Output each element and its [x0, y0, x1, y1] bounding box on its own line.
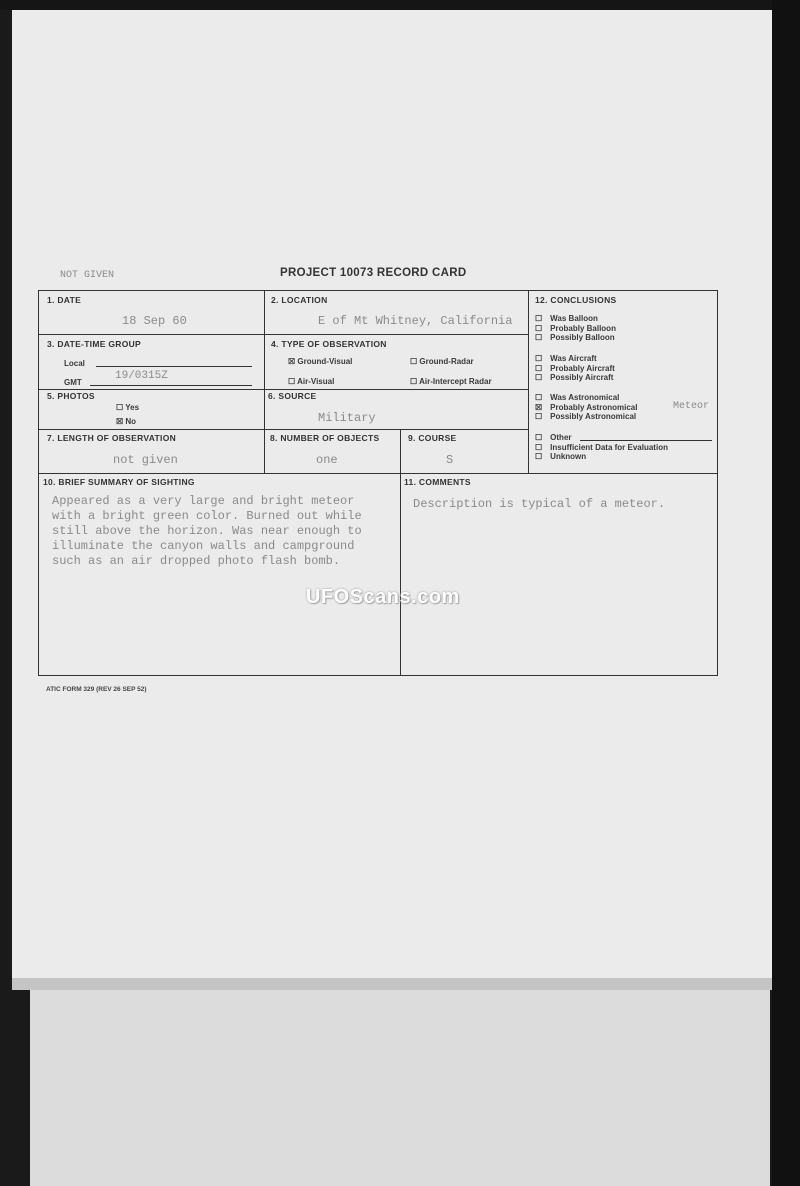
- row-divider-1: [38, 334, 528, 335]
- col-divider-1: [264, 290, 265, 473]
- scan-right-edge: [772, 0, 800, 1186]
- checked-box-icon: ☒: [288, 357, 296, 366]
- checkbox-icon: ☐: [535, 373, 543, 382]
- length-label: 7. LENGTH OF OBSERVATION: [47, 433, 177, 443]
- photos-yes-option: [116, 403, 139, 412]
- row-divider-3: [38, 429, 528, 430]
- ground-visual-label: Ground-Visual: [297, 357, 353, 366]
- source-value: Military: [318, 411, 376, 425]
- checkbox-icon: ☐: [410, 357, 418, 366]
- ground-radar-label: Ground-Radar: [419, 357, 474, 366]
- possibly-aircraft-option: [535, 373, 615, 383]
- unknown-label: Unknown: [550, 452, 587, 461]
- not-given-stamp: NOT GIVEN: [60, 270, 115, 281]
- dtg-label: 3. DATE-TIME GROUP: [47, 339, 142, 349]
- checkbox-icon: ☐: [535, 333, 543, 342]
- type-label: 4. TYPE OF OBSERVATION: [271, 339, 387, 349]
- conclusions-aircraft-group: [535, 354, 615, 383]
- was-aircraft-option: [535, 354, 615, 364]
- probably-astronomical-label: Probably Astronomical: [550, 402, 638, 412]
- other-label: Other: [550, 433, 572, 442]
- checkbox-icon: ☐: [535, 393, 543, 402]
- local-label: Local: [64, 359, 85, 368]
- air-intercept-label: Air-Intercept Radar: [419, 377, 492, 386]
- local-underline: [96, 366, 252, 367]
- photos-label: 5. PHOTOS: [47, 391, 95, 401]
- other-underline: [580, 440, 712, 441]
- checked-box-icon: ☒: [116, 417, 124, 426]
- air-intercept-option: [410, 377, 492, 386]
- was-balloon-label: Was Balloon: [550, 314, 598, 323]
- paper-lower-sheet: [30, 990, 770, 1186]
- was-balloon-option: [535, 314, 616, 324]
- checkbox-icon: ☐: [535, 363, 543, 373]
- conclusions-balloon-group: [535, 314, 616, 343]
- gmt-label: GMT: [64, 378, 82, 387]
- form-number: ATIC FORM 329 (REV 26 SEP 52): [46, 686, 147, 693]
- summary-text: [52, 494, 362, 569]
- probably-astronomical-option: [535, 403, 637, 413]
- air-visual-option: [288, 377, 334, 386]
- comments-value: Description is typical of a meteor.: [413, 497, 666, 511]
- col-divider-3: [528, 290, 529, 473]
- course-value: S: [446, 453, 454, 467]
- checkbox-icon: ☐: [535, 412, 543, 421]
- summary-line: still above the horizon. Was near enough to: [52, 524, 362, 538]
- comments-label: 11. COMMENTS: [404, 477, 471, 487]
- conclusions-other-group: [535, 433, 668, 462]
- checkbox-icon: ☐: [116, 403, 124, 412]
- summary-line: with a bright green color. Burned out while: [52, 509, 362, 523]
- location-value: E of Mt Whitney, California: [318, 314, 513, 328]
- ground-radar-option: [410, 357, 474, 366]
- photos-yes-label: Yes: [125, 403, 140, 412]
- date-value: 18 Sep 60: [122, 314, 187, 328]
- photos-no-label: No: [125, 417, 137, 426]
- checked-box-icon: ☒: [535, 402, 543, 412]
- scan-top-edge: [0, 0, 800, 10]
- watermark: UFOScans.com: [306, 586, 460, 608]
- probably-balloon-label: Probably Balloon: [550, 323, 616, 333]
- summary-line: illuminate the canyon walls and campground: [52, 539, 355, 553]
- checkbox-icon: ☐: [535, 442, 543, 452]
- possibly-astronomical-label: Possibly Astronomical: [550, 412, 637, 421]
- gmt-underline: [90, 385, 252, 386]
- ground-visual-option: [288, 357, 352, 366]
- summary-line: such as an air dropped photo flash bomb.: [52, 554, 341, 568]
- date-label: 1. DATE: [47, 295, 82, 305]
- checkbox-icon: ☐: [535, 452, 543, 461]
- insufficient-option: [535, 443, 668, 453]
- probably-balloon-option: [535, 324, 616, 334]
- possibly-balloon-option: [535, 333, 616, 343]
- gmt-value: 19/0315Z: [115, 370, 168, 382]
- row-divider-4: [38, 473, 718, 474]
- summary-line: Appeared as a very large and bright meteor: [52, 494, 355, 508]
- was-aircraft-label: Was Aircraft: [550, 354, 597, 363]
- conclusions-label: 12. CONCLUSIONS: [535, 295, 617, 305]
- conclusions-astronomical-group: [535, 393, 637, 422]
- checkbox-icon: ☐: [535, 323, 543, 333]
- row-divider-2: [38, 389, 528, 390]
- card-title: PROJECT 10073 RECORD CARD: [280, 267, 467, 279]
- scan-fold-shadow: [12, 978, 800, 990]
- astronomical-note: Meteor: [673, 401, 710, 412]
- insufficient-label: Insufficient Data for Evaluation: [550, 442, 668, 452]
- possibly-aircraft-label: Possibly Aircraft: [550, 373, 614, 382]
- possibly-balloon-label: Possibly Balloon: [550, 333, 615, 342]
- location-label: 2. LOCATION: [271, 295, 328, 305]
- summary-label: 10. BRIEF SUMMARY OF SIGHTING: [43, 477, 195, 487]
- probably-aircraft-option: [535, 364, 615, 374]
- objects-value: one: [316, 453, 338, 467]
- unknown-option: [535, 452, 668, 462]
- air-visual-label: Air-Visual: [297, 377, 335, 386]
- checkbox-icon: ☐: [288, 377, 296, 386]
- was-astronomical-label: Was Astronomical: [550, 393, 620, 402]
- course-label: 9. COURSE: [408, 433, 457, 443]
- probably-aircraft-label: Probably Aircraft: [550, 363, 615, 373]
- other-option: [535, 433, 668, 443]
- length-value: not given: [113, 453, 178, 467]
- checkbox-icon: ☐: [410, 377, 418, 386]
- col-divider-2: [400, 429, 401, 675]
- checkbox-icon: ☐: [535, 314, 543, 323]
- checkbox-icon: ☐: [535, 433, 543, 442]
- possibly-astronomical-option: [535, 412, 637, 422]
- objects-label: 8. NUMBER OF OBJECTS: [270, 433, 380, 443]
- photos-no-option: [116, 417, 136, 426]
- source-label: 6. SOURCE: [268, 391, 317, 401]
- checkbox-icon: ☐: [535, 354, 543, 363]
- was-astronomical-option: [535, 393, 637, 403]
